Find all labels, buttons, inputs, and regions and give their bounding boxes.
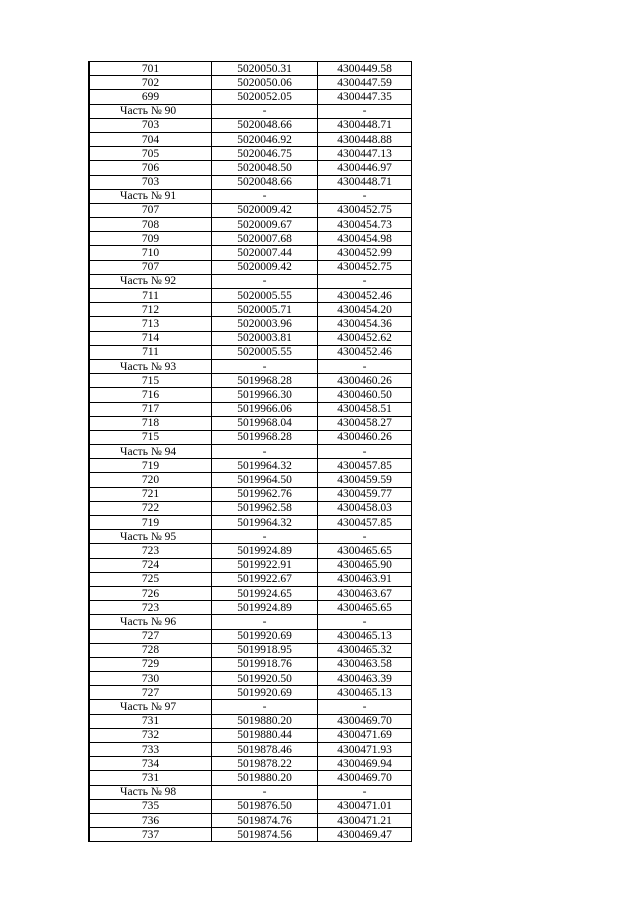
table-row <box>89 813 412 827</box>
y-coordinate-cell: 4300448.88 <box>318 132 412 146</box>
point-number-cell: 706 <box>89 161 212 175</box>
table-row <box>89 672 412 686</box>
point-number-cell: 723 <box>89 544 212 558</box>
x-coordinate-cell: 5019964.32 <box>212 516 318 530</box>
point-number-cell: 701 <box>89 62 212 76</box>
x-coordinate-cell: 5019880.20 <box>212 771 318 785</box>
table-row <box>89 501 412 515</box>
x-coordinate-cell: 5020052.05 <box>212 90 318 104</box>
x-coordinate-cell: 5020005.71 <box>212 303 318 317</box>
y-coordinate-cell: 4300465.65 <box>318 601 412 615</box>
x-coordinate-cell: 5019874.76 <box>212 813 318 827</box>
part-label-cell: Часть № 93 <box>89 359 212 373</box>
part-label-cell: Часть № 91 <box>89 189 212 203</box>
point-number-cell: 731 <box>89 714 212 728</box>
x-coordinate-cell: 5019922.67 <box>212 572 318 586</box>
x-coordinate-cell: 5020005.55 <box>212 289 318 303</box>
y-coordinate-cell: 4300463.91 <box>318 572 412 586</box>
point-number-cell: 718 <box>89 416 212 430</box>
y-coordinate-cell: 4300446.97 <box>318 161 412 175</box>
table-row <box>89 601 412 615</box>
table-row <box>89 459 412 473</box>
table-row <box>89 430 412 444</box>
x-coordinate-cell: 5020005.55 <box>212 345 318 359</box>
x-coordinate-cell: - <box>212 104 318 118</box>
point-number-cell: 725 <box>89 572 212 586</box>
point-number-cell: 699 <box>89 90 212 104</box>
x-coordinate-cell: 5019920.50 <box>212 672 318 686</box>
point-number-cell: 707 <box>89 203 212 217</box>
point-number-cell: 719 <box>89 516 212 530</box>
table-row <box>89 203 412 217</box>
table-row <box>89 714 412 728</box>
x-coordinate-cell: 5020009.42 <box>212 260 318 274</box>
table-row <box>89 728 412 742</box>
table-row <box>89 416 412 430</box>
table-row <box>89 161 412 175</box>
x-coordinate-cell: - <box>212 785 318 799</box>
y-coordinate-cell: 4300452.75 <box>318 260 412 274</box>
y-coordinate-cell: 4300465.13 <box>318 686 412 700</box>
point-number-cell: 735 <box>89 799 212 813</box>
x-coordinate-cell: - <box>212 274 318 288</box>
y-coordinate-cell: 4300454.73 <box>318 218 412 232</box>
table-row <box>89 260 412 274</box>
y-coordinate-cell: 4300447.59 <box>318 76 412 90</box>
point-number-cell: 727 <box>89 629 212 643</box>
table-row <box>89 686 412 700</box>
point-number-cell: 737 <box>89 828 212 842</box>
x-coordinate-cell: - <box>212 189 318 203</box>
part-label-cell: Часть № 98 <box>89 785 212 799</box>
point-number-cell: 722 <box>89 501 212 515</box>
table-row <box>89 289 412 303</box>
y-coordinate-cell: - <box>318 359 412 373</box>
part-label-cell: Часть № 96 <box>89 615 212 629</box>
x-coordinate-cell: - <box>212 615 318 629</box>
y-coordinate-cell: - <box>318 615 412 629</box>
x-coordinate-cell: 5019918.76 <box>212 657 318 671</box>
x-coordinate-cell: 5019920.69 <box>212 686 318 700</box>
y-coordinate-cell: 4300469.94 <box>318 757 412 771</box>
point-number-cell: 733 <box>89 743 212 757</box>
coordinates-table-body <box>89 62 412 842</box>
y-coordinate-cell: 4300471.69 <box>318 728 412 742</box>
x-coordinate-cell: 5019968.28 <box>212 374 318 388</box>
table-row <box>89 586 412 600</box>
x-coordinate-cell: 5019920.69 <box>212 629 318 643</box>
y-coordinate-cell: - <box>318 189 412 203</box>
point-number-cell: 702 <box>89 76 212 90</box>
table-row <box>89 516 412 530</box>
x-coordinate-cell: 5020050.31 <box>212 62 318 76</box>
point-number-cell: 729 <box>89 657 212 671</box>
x-coordinate-cell: 5020003.96 <box>212 317 318 331</box>
point-number-cell: 711 <box>89 289 212 303</box>
table-row <box>89 317 412 331</box>
table-row <box>89 345 412 359</box>
x-coordinate-cell: 5019962.58 <box>212 501 318 515</box>
table-row <box>89 473 412 487</box>
point-number-cell: 707 <box>89 260 212 274</box>
x-coordinate-cell: 5019964.32 <box>212 459 318 473</box>
y-coordinate-cell: 4300460.50 <box>318 388 412 402</box>
x-coordinate-cell: - <box>212 700 318 714</box>
y-coordinate-cell: 4300469.70 <box>318 771 412 785</box>
table-row <box>89 218 412 232</box>
y-coordinate-cell: 4300452.46 <box>318 345 412 359</box>
table-row <box>89 147 412 161</box>
x-coordinate-cell: - <box>212 530 318 544</box>
part-header-row <box>89 530 412 544</box>
y-coordinate-cell: 4300463.67 <box>318 586 412 600</box>
point-number-cell: 728 <box>89 643 212 657</box>
y-coordinate-cell: 4300458.51 <box>318 402 412 416</box>
part-header-row <box>89 189 412 203</box>
point-number-cell: 715 <box>89 430 212 444</box>
y-coordinate-cell: 4300469.47 <box>318 828 412 842</box>
point-number-cell: 726 <box>89 586 212 600</box>
x-coordinate-cell: 5019962.76 <box>212 487 318 501</box>
table-row <box>89 303 412 317</box>
x-coordinate-cell: 5019922.91 <box>212 558 318 572</box>
point-number-cell: 703 <box>89 118 212 132</box>
table-row <box>89 657 412 671</box>
y-coordinate-cell: - <box>318 104 412 118</box>
table-row <box>89 572 412 586</box>
x-coordinate-cell: 5019924.89 <box>212 601 318 615</box>
y-coordinate-cell: 4300454.36 <box>318 317 412 331</box>
point-number-cell: 716 <box>89 388 212 402</box>
point-number-cell: 704 <box>89 132 212 146</box>
x-coordinate-cell: 5019876.50 <box>212 799 318 813</box>
y-coordinate-cell: - <box>318 785 412 799</box>
table-row <box>89 544 412 558</box>
point-number-cell: 711 <box>89 345 212 359</box>
table-row <box>89 629 412 643</box>
y-coordinate-cell: 4300465.65 <box>318 544 412 558</box>
y-coordinate-cell: 4300452.62 <box>318 331 412 345</box>
y-coordinate-cell: 4300469.70 <box>318 714 412 728</box>
y-coordinate-cell: 4300457.85 <box>318 459 412 473</box>
y-coordinate-cell: 4300465.90 <box>318 558 412 572</box>
y-coordinate-cell: 4300454.98 <box>318 232 412 246</box>
part-label-cell: Часть № 95 <box>89 530 212 544</box>
part-header-row <box>89 785 412 799</box>
y-coordinate-cell: - <box>318 700 412 714</box>
y-coordinate-cell: 4300471.01 <box>318 799 412 813</box>
x-coordinate-cell: 5019878.22 <box>212 757 318 771</box>
x-coordinate-cell: 5019924.65 <box>212 586 318 600</box>
y-coordinate-cell: 4300452.46 <box>318 289 412 303</box>
point-number-cell: 734 <box>89 757 212 771</box>
x-coordinate-cell: 5020003.81 <box>212 331 318 345</box>
point-number-cell: 709 <box>89 232 212 246</box>
part-header-row <box>89 274 412 288</box>
x-coordinate-cell: - <box>212 445 318 459</box>
x-coordinate-cell: 5020046.92 <box>212 132 318 146</box>
point-number-cell: 736 <box>89 813 212 827</box>
y-coordinate-cell: 4300465.32 <box>318 643 412 657</box>
point-number-cell: 727 <box>89 686 212 700</box>
y-coordinate-cell: 4300471.21 <box>318 813 412 827</box>
part-header-row <box>89 445 412 459</box>
point-number-cell: 715 <box>89 374 212 388</box>
point-number-cell: 710 <box>89 246 212 260</box>
x-coordinate-cell: 5019968.04 <box>212 416 318 430</box>
point-number-cell: 723 <box>89 601 212 615</box>
table-row <box>89 771 412 785</box>
y-coordinate-cell: 4300452.75 <box>318 203 412 217</box>
table-row <box>89 743 412 757</box>
y-coordinate-cell: 4300460.26 <box>318 430 412 444</box>
x-coordinate-cell: - <box>212 359 318 373</box>
table-row <box>89 487 412 501</box>
y-coordinate-cell: 4300463.58 <box>318 657 412 671</box>
point-number-cell: 719 <box>89 459 212 473</box>
y-coordinate-cell: 4300447.13 <box>318 147 412 161</box>
coordinates-table <box>88 61 412 842</box>
x-coordinate-cell: 5020007.44 <box>212 246 318 260</box>
point-number-cell: 724 <box>89 558 212 572</box>
point-number-cell: 731 <box>89 771 212 785</box>
x-coordinate-cell: 5020046.75 <box>212 147 318 161</box>
table-row <box>89 558 412 572</box>
x-coordinate-cell: 5019880.20 <box>212 714 318 728</box>
y-coordinate-cell: 4300448.71 <box>318 175 412 189</box>
y-coordinate-cell: 4300459.77 <box>318 487 412 501</box>
y-coordinate-cell: 4300471.93 <box>318 743 412 757</box>
x-coordinate-cell: 5020009.42 <box>212 203 318 217</box>
part-label-cell: Часть № 94 <box>89 445 212 459</box>
y-coordinate-cell: 4300457.85 <box>318 516 412 530</box>
point-number-cell: 713 <box>89 317 212 331</box>
y-coordinate-cell: - <box>318 445 412 459</box>
y-coordinate-cell: 4300447.35 <box>318 90 412 104</box>
x-coordinate-cell: 5019880.44 <box>212 728 318 742</box>
x-coordinate-cell: 5020048.66 <box>212 175 318 189</box>
x-coordinate-cell: 5019966.06 <box>212 402 318 416</box>
point-number-cell: 714 <box>89 331 212 345</box>
table-row <box>89 402 412 416</box>
table-row <box>89 828 412 842</box>
point-number-cell: 732 <box>89 728 212 742</box>
point-number-cell: 721 <box>89 487 212 501</box>
y-coordinate-cell: 4300454.20 <box>318 303 412 317</box>
x-coordinate-cell: 5019874.56 <box>212 828 318 842</box>
table-row <box>89 132 412 146</box>
part-header-row <box>89 615 412 629</box>
table-row <box>89 118 412 132</box>
y-coordinate-cell: 4300460.26 <box>318 374 412 388</box>
y-coordinate-cell: 4300458.27 <box>318 416 412 430</box>
table-row <box>89 388 412 402</box>
y-coordinate-cell: 4300449.58 <box>318 62 412 76</box>
y-coordinate-cell: 4300448.71 <box>318 118 412 132</box>
x-coordinate-cell: 5020050.06 <box>212 76 318 90</box>
y-coordinate-cell: 4300458.03 <box>318 501 412 515</box>
part-label-cell: Часть № 97 <box>89 700 212 714</box>
table-row <box>89 62 412 76</box>
x-coordinate-cell: 5020007.68 <box>212 232 318 246</box>
point-number-cell: 708 <box>89 218 212 232</box>
table-row <box>89 232 412 246</box>
point-number-cell: 705 <box>89 147 212 161</box>
x-coordinate-cell: 5020048.66 <box>212 118 318 132</box>
x-coordinate-cell: 5019964.50 <box>212 473 318 487</box>
table-row <box>89 76 412 90</box>
table-row <box>89 175 412 189</box>
y-coordinate-cell: 4300463.39 <box>318 672 412 686</box>
y-coordinate-cell: - <box>318 274 412 288</box>
table-row <box>89 757 412 771</box>
part-header-row <box>89 700 412 714</box>
table-row <box>89 90 412 104</box>
table-row <box>89 799 412 813</box>
y-coordinate-cell: 4300452.99 <box>318 246 412 260</box>
y-coordinate-cell: - <box>318 530 412 544</box>
point-number-cell: 730 <box>89 672 212 686</box>
point-number-cell: 720 <box>89 473 212 487</box>
table-row <box>89 374 412 388</box>
x-coordinate-cell: 5019966.30 <box>212 388 318 402</box>
x-coordinate-cell: 5019924.89 <box>212 544 318 558</box>
part-label-cell: Часть № 90 <box>89 104 212 118</box>
y-coordinate-cell: 4300465.13 <box>318 629 412 643</box>
point-number-cell: 703 <box>89 175 212 189</box>
part-header-row <box>89 104 412 118</box>
part-header-row <box>89 359 412 373</box>
point-number-cell: 712 <box>89 303 212 317</box>
x-coordinate-cell: 5020009.67 <box>212 218 318 232</box>
table-row <box>89 331 412 345</box>
part-label-cell: Часть № 92 <box>89 274 212 288</box>
x-coordinate-cell: 5020048.50 <box>212 161 318 175</box>
point-number-cell: 717 <box>89 402 212 416</box>
x-coordinate-cell: 5019968.28 <box>212 430 318 444</box>
table-row <box>89 246 412 260</box>
y-coordinate-cell: 4300459.59 <box>318 473 412 487</box>
x-coordinate-cell: 5019918.95 <box>212 643 318 657</box>
table-row <box>89 643 412 657</box>
x-coordinate-cell: 5019878.46 <box>212 743 318 757</box>
